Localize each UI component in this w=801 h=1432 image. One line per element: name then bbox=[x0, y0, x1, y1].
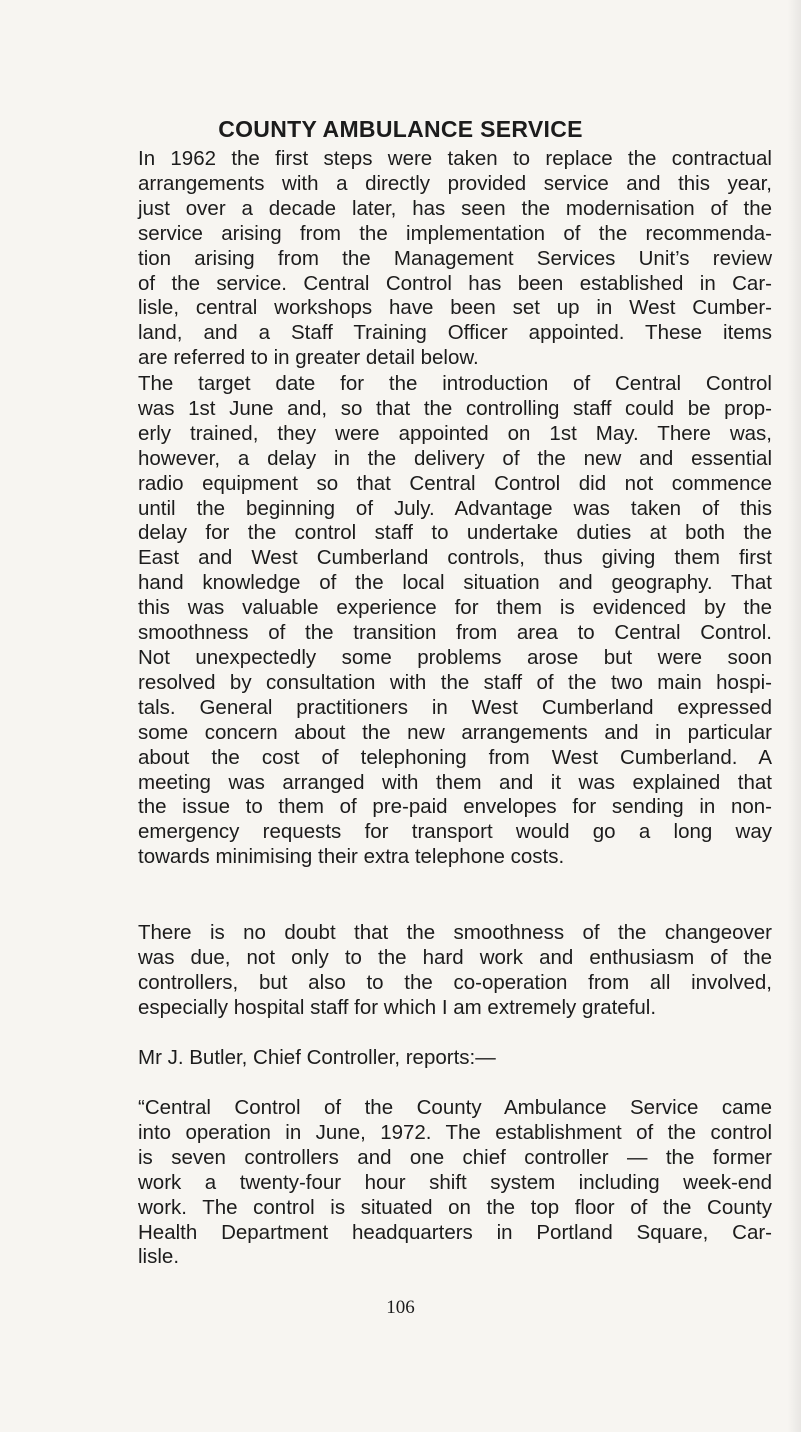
text-line: tion arising from the Management Services Unit’s review bbox=[138, 246, 772, 270]
text-line: Mr J. Butler, Chief Controller, reports:— bbox=[138, 1046, 496, 1069]
text-line: arrangements with a directly provided service and this year, bbox=[138, 171, 772, 195]
text-line: of the service. Central Control has been established in Car- bbox=[138, 271, 772, 295]
paragraph-central-control bbox=[138, 372, 772, 870]
text-line: There is no doubt that the smoothness of the changeover bbox=[138, 921, 772, 944]
text-line: this was valuable experience for them is evidenced by the bbox=[138, 596, 772, 620]
text-line: work a twenty-four hour shift system including week-end bbox=[138, 1170, 772, 1194]
text-line: is seven controllers and one chief controller — the former bbox=[138, 1145, 772, 1169]
text-line: however, a delay in the delivery of the new and essential bbox=[138, 446, 772, 470]
page-number: 106 bbox=[386, 1297, 415, 1318]
text-line: smoothness of the transition from area to Central Control. bbox=[138, 621, 772, 645]
paragraph-intro bbox=[138, 147, 772, 371]
page-title: COUNTY AMBULANCE SERVICE bbox=[218, 116, 583, 142]
text-line: service arising from the implementation of the recommenda- bbox=[138, 221, 772, 245]
text-line: are referred to in greater detail below. bbox=[138, 346, 479, 370]
text-line: delay for the control staff to undertake duties at both the bbox=[138, 521, 772, 545]
text-line: In 1962 the first steps were taken to replace the contractual bbox=[138, 147, 772, 170]
text-line: work. The control is situated on the top floor of the County bbox=[138, 1195, 772, 1219]
text-line: about the cost of telephoning from West Cumberland. A bbox=[138, 745, 772, 769]
text-line: The target date for the introduction of Central Control bbox=[138, 372, 772, 395]
text-line: into operation in June, 1972. The establishment of the control bbox=[138, 1120, 772, 1144]
text-line: “Central Control of the County Ambulance Service came bbox=[138, 1096, 772, 1119]
text-line: East and West Cumberland controls, thus giving them first bbox=[138, 546, 772, 570]
text-line: especially hospital staff for which I am extremely grateful. bbox=[138, 995, 657, 1019]
text-line: some concern about the new arrangements and in particular bbox=[138, 720, 772, 744]
text-line: lisle. bbox=[138, 1245, 180, 1269]
text-line: emergency requests for transport would go a long way bbox=[138, 820, 772, 844]
paragraph-changeover bbox=[138, 921, 772, 1021]
text-line: erly trained, they were appointed on 1st May. There was, bbox=[138, 421, 772, 445]
text-line: Health Department headquarters in Portland Square, Car- bbox=[138, 1220, 772, 1244]
text-line: towards minimising their extra telephone costs. bbox=[138, 845, 565, 869]
text-line: resolved by consultation with the staff of the two main hospi- bbox=[138, 670, 772, 694]
text-line: was 1st June and, so that the controlling staff could be prop- bbox=[138, 396, 772, 420]
page-edge-shadow bbox=[787, 0, 801, 1432]
text-line: until the beginning of July. Advantage was taken of this bbox=[138, 496, 772, 520]
text-line: tals. General practitioners in West Cumberland expressed bbox=[138, 695, 772, 719]
text-line: land, and a Staff Training Officer appointed. These items bbox=[138, 321, 772, 345]
text-line: just over a decade later, has seen the modernisation of the bbox=[138, 196, 772, 220]
paragraph-report-intro bbox=[138, 1046, 772, 1071]
text-line: Not unexpectedly some problems arose but were soon bbox=[138, 645, 772, 669]
text-line: lisle, central workshops have been set up in West Cumber- bbox=[138, 296, 772, 320]
text-line: radio equipment so that Central Control did not commence bbox=[138, 471, 772, 495]
text-line: the issue to them of pre-paid envelopes for sending in non- bbox=[138, 795, 772, 819]
text-line: was due, not only to the hard work and enthusiasm of the bbox=[138, 945, 772, 969]
paragraph-report-quote bbox=[138, 1096, 772, 1270]
text-line: meeting was arranged with them and it was explained that bbox=[138, 770, 772, 794]
text-line: controllers, but also to the co-operation from all involved, bbox=[138, 970, 772, 994]
text-line: hand knowledge of the local situation and geography. That bbox=[138, 571, 772, 595]
